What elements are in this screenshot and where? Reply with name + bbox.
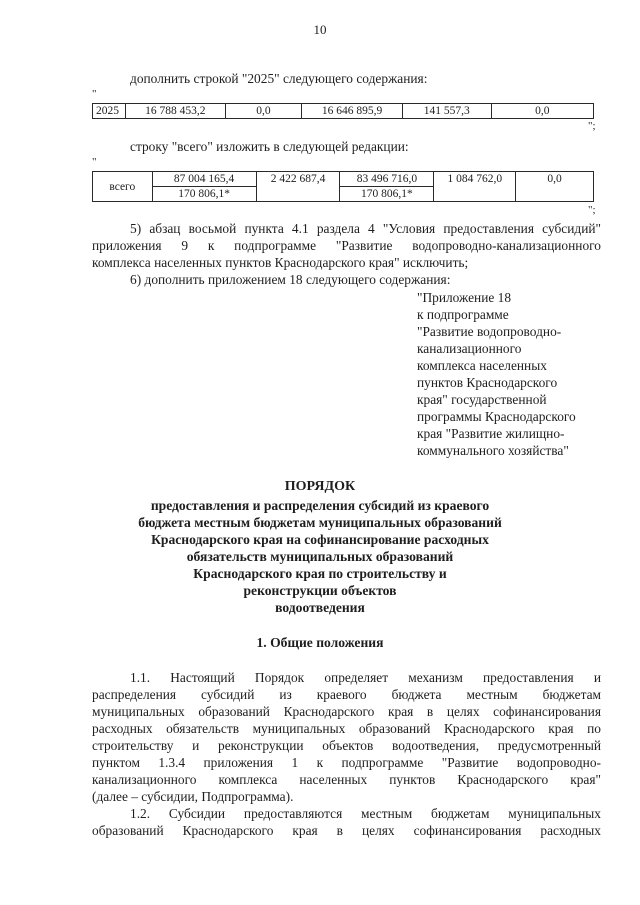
appendix-line: пунктов Краснодарского <box>417 375 558 390</box>
appendix-line: коммунального хозяйства" <box>417 443 569 458</box>
paragraph-line: 1.1. Настоящий Порядок определяет механизм предоставления и <box>130 670 601 685</box>
cell-total-col3-bottom: 170 806,1* <box>340 187 434 202</box>
subtitle-line: Краснодарского края на софинансирование расходных <box>151 532 489 547</box>
paragraph-line: распределения субсидий из краевого бюджета местным бюджетам <box>92 687 601 702</box>
intro-2025-line: дополнить строкой "2025" следующего содержания: <box>130 71 428 86</box>
paragraph-line: канализационного комплекса населенных пунктов Краснодарского края" <box>92 772 601 787</box>
close-quote-mark-2: "; <box>588 204 596 216</box>
appendix-line: края" государственной <box>417 392 547 407</box>
cell-extra: 0,0 <box>491 104 593 119</box>
paragraph-1-1 <box>92 669 601 805</box>
paragraph-line: расходных обязательств муниципальных образований Краснодарского края по <box>92 721 601 736</box>
item-5 <box>92 220 601 271</box>
cell-total-col1-bottom: 170 806,1* <box>152 187 256 202</box>
appendix-block <box>417 289 617 459</box>
paragraph-line: строительству и реконструкции объектов водоотведения, предусмотренный <box>92 738 601 753</box>
appendix-line: канализационного <box>417 341 522 356</box>
paragraph-line: 1.2. Субсидии предоставляются местным бюджетам муниципальных <box>130 806 601 821</box>
cell-total-col2: 2 422 687,4 <box>256 172 340 202</box>
item-5-line-3: комплекса населенных пунктов Краснодарского края" исключить; <box>92 255 469 270</box>
subtitle-line: бюджета местным бюджетам муниципальных образований <box>138 515 502 530</box>
cell-total-col1-top: 87 004 165,4 <box>152 172 256 187</box>
document-title: ПОРЯДОК <box>284 479 356 494</box>
cell-regional: 16 646 895,9 <box>302 104 403 119</box>
appendix-line: к подпрограмме <box>417 307 509 322</box>
subtitle-line: реконструкции объектов <box>243 583 397 598</box>
intro-total-line: строку "всего" изложить в следующей редакции: <box>130 139 409 154</box>
page-number: 10 <box>313 22 327 37</box>
item-5-line-1: 5) абзац восьмой пункта 4.1 раздела 4 "Условия предоставления субсидий" <box>130 221 601 236</box>
open-quote-mark: " <box>92 88 97 100</box>
item-6: 6) дополнить приложением 18 следующего содержания: <box>130 272 451 287</box>
appendix-line: края "Развитие жилищно- <box>417 426 565 441</box>
item-5-line-2: приложения 9 к подпрограмме "Развитие водопроводно-канализационного <box>92 238 601 253</box>
open-quote-mark-2: " <box>92 156 97 168</box>
subtitle-line: Краснодарского края по строительству и <box>193 566 447 581</box>
document-subtitle <box>40 497 600 616</box>
cell-total: 16 788 453,2 <box>125 104 225 119</box>
appendix-line: комплекса населенных <box>417 358 547 373</box>
cell-year: 2025 <box>93 104 126 119</box>
cell-total-col3-top: 83 496 716,0 <box>340 172 434 187</box>
table-row-total <box>92 171 594 202</box>
section-heading: 1. Общие положения <box>256 635 384 650</box>
table-row-2025 <box>92 103 594 119</box>
paragraph-line: образований Краснодарского края в целях софинансирования расходных <box>92 823 601 838</box>
subtitle-line: водоотведения <box>275 600 365 615</box>
cell-federal: 0,0 <box>225 104 302 119</box>
subtitle-line: предоставления и распределения субсидий из краевого <box>150 498 490 513</box>
cell-local: 141 557,3 <box>402 104 491 119</box>
appendix-line: программы Краснодарского <box>417 409 576 424</box>
subtitle-line: обязательств муниципальных образований <box>186 549 454 564</box>
paragraph-line: (далее – субсидии, Подпрограмма). <box>92 789 294 804</box>
cell-total-col4: 1 084 762,0 <box>434 172 516 202</box>
paragraph-line: пунктом 1.3.4 приложения 1 к подпрограмме "Развитие водопроводно- <box>92 755 601 770</box>
appendix-line: "Развитие водопроводно- <box>417 324 562 339</box>
close-quote-mark: "; <box>588 120 596 132</box>
paragraph-1-2 <box>92 805 601 839</box>
cell-total-label: всего <box>93 172 153 202</box>
paragraph-line: муниципальных образований Краснодарского края в целях софинансирования <box>92 704 601 719</box>
appendix-line: "Приложение 18 <box>417 290 512 305</box>
cell-total-col5: 0,0 <box>516 172 594 202</box>
